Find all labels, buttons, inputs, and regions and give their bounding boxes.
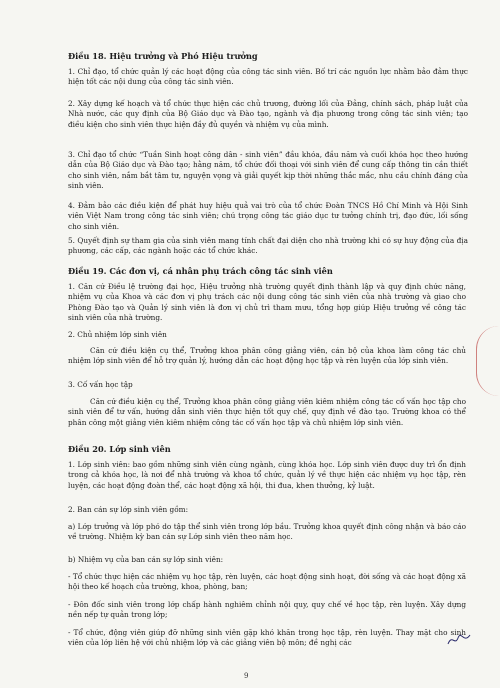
article-18-item-2: 2. Xây dựng kế hoạch và tổ chức thực hiện các chủ trương, đường lối của Đảng, chính sách, pháp luật của Nhà nước, các quy định của Bộ Giáo dục và Đào tạo, ngành và địa phương trong công tác sinh viên; tạo điều kiện cho sinh viên thực hiện đầy đủ quyền và nhiệm vụ của mình. — [68, 99, 468, 129]
article-20-item-2a: a) Lớp trưởng và lớp phó do tập thể sinh viên trong lớp bầu. Trưởng khoa quyết định công nhận và báo cáo về trường. Nhiệm kỳ ban cán sự Lớp sinh viên theo năm học. — [68, 522, 466, 542]
signature-mark — [446, 632, 472, 648]
article-20-item-1: 1. Lớp sinh viên: bao gồm những sinh viên cùng ngành, cùng khóa học. Lớp sinh viên được duy trì ổn định trong cả khóa học, là nơi để nhà trường và khoa tổ chức, quản lý về thực hiện các nhiệm vụ học tập, rèn luyện, các hoạt động đoàn thể, các hoạt động xã hội, thi đua, khen thưởng, kỷ luật. — [68, 460, 466, 490]
article-18-item-3: 3. Chỉ đạo tổ chức “Tuần Sinh hoạt công dân - sinh viên” đầu khóa, đầu năm và cuối khóa học theo hướng dẫn của Bộ Giáo dục và Đào tạo; hằng năm, tổ chức đối thoại với sinh viên để cung cấp thông tin cần thiết cho sinh viên, nắm bắt tâm tư, nguyện vọng và giải quyết kịp thời những thắc mắc, nhu cầu chính đáng của sinh viên. — [68, 150, 468, 191]
article-19-title: Điều 19. Các đơn vị, cá nhân phụ trách công tác sinh viên — [68, 266, 333, 276]
seal-stamp-edge — [476, 326, 499, 396]
article-20-bullet-1: - Tổ chức thực hiện các nhiệm vụ học tập, rèn luyện, các hoạt động sinh hoạt, đời sống và các hoạt động xã hội theo kế hoạch của trường, khoa, phòng, ban; — [68, 572, 466, 592]
article-18-item-5: 5. Quyết định sự tham gia của sinh viên mang tính chất đại diện cho nhà trường khi có sự huy động của địa phương, các cấp, các ngành hoặc các tổ chức khác. — [68, 236, 468, 256]
article-20-bullet-2: - Đôn đốc sinh viên trong lớp chấp hành nghiêm chỉnh nội quy, quy chế về học tập, rèn luyện. Xây dựng nền nếp tự quản trong lớp; — [68, 600, 466, 620]
article-19-item-1: 1. Căn cứ Điều lệ trường đại học, Hiệu trưởng nhà trường quyết định thành lập và quy định chức năng, nhiệm vụ của Khoa và các đơn vị phụ trách các nội dung công tác sinh viên của nhà trường và giao cho Phòng Đào tạo và Quản lý sinh viên là đơn vị chủ trì tham mưu, tổng hợp giúp Hiệu trưởng về công tác sinh viên của nhà trường. — [68, 282, 466, 323]
article-20-bullet-3: - Tổ chức, động viên giúp đỡ những sinh viên gặp khó khăn trong học tập, rèn luyện. Thay mặt cho sinh viên của lớp liên hệ với chủ nhiệm lớp và các giảng viên bộ môn; đề nghị các — [68, 628, 466, 648]
page-number: 9 — [244, 672, 249, 680]
article-19-item-3-label: 3. Cố vấn học tập — [68, 380, 133, 389]
article-18-item-4: 4. Đảm bảo các điều kiện để phát huy hiệu quả vai trò của tổ chức Đoàn TNCS Hồ Chí Minh và Hội Sinh viên Việt Nam trong công tác sinh viên; chú trọng công tác giáo dục tư tưởng chính trị, đạo đức, lối sống cho sinh viên. — [68, 201, 468, 231]
article-19-item-3-text: Căn cứ điều kiện cụ thể, Trưởng khoa phân công giảng viên kiêm nhiệm công tác cố vấn học tập cho sinh viên để tư vấn, hướng dẫn sinh viên thực hiện tốt quy chế, quy định về đào tạo. Trường khoa có thể phân công một giảng viên kiêm nhiệm công tác cố vấn học tập và chủ nhiệm lớp sinh viên. — [68, 397, 466, 427]
article-20-item-2b-label: b) Nhiệm vụ của ban cán sự lớp sinh viên: — [68, 555, 224, 564]
article-18-title: Điều 18. Hiệu trưởng và Phó Hiệu trưởng — [68, 51, 258, 61]
article-20-item-2-label: 2. Ban cán sự lớp sinh viên gồm: — [68, 505, 189, 514]
article-18-item-1: 1. Chỉ đạo, tổ chức quản lý các hoạt động của công tác sinh viên. Bố trí các nguồn lực nhằm bảo đảm thực hiện tốt các nội dung của công tác sinh viên. — [68, 67, 468, 87]
article-19-item-2-text: Căn cứ điều kiện cụ thể, Trưởng khoa phân công giảng viên, cán bộ của khoa làm công tác chủ nhiệm lớp sinh viên để hỗ trợ quản lý, hướng dẫn các hoạt động học tập và rèn luyện của lớp sinh viên. — [68, 346, 466, 366]
article-19-item-2-label: 2. Chủ nhiệm lớp sinh viên — [68, 330, 167, 339]
article-20-title: Điều 20. Lớp sinh viên — [68, 444, 171, 454]
